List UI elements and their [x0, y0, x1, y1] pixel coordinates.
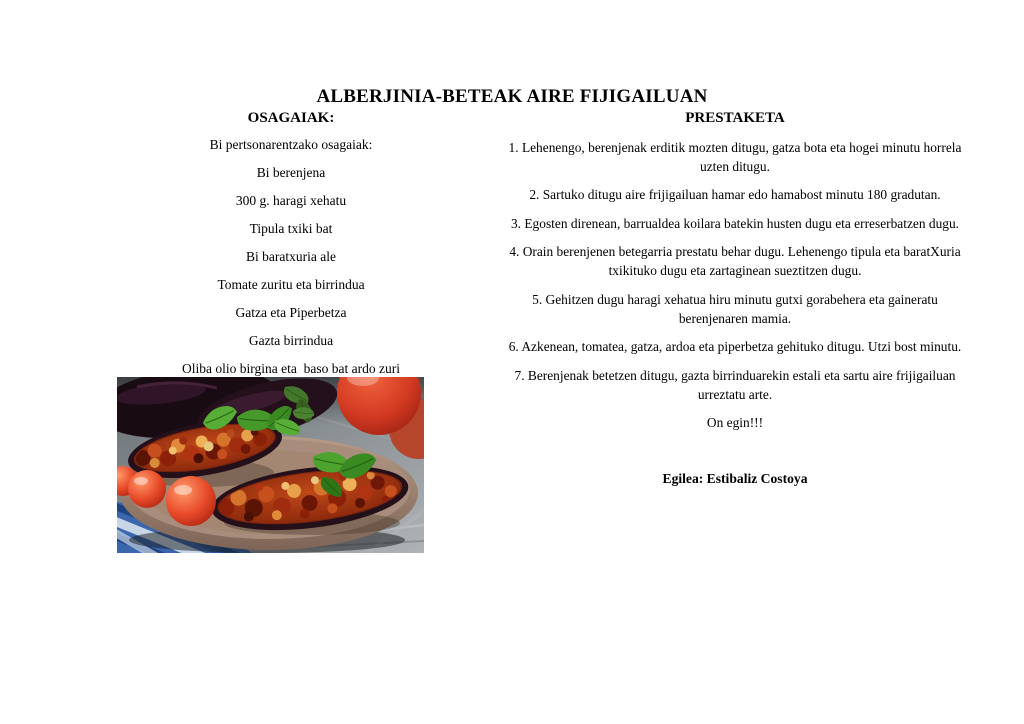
author-line: Egilea: Estibaliz Costoya	[662, 471, 808, 486]
preparation-step: 2. Sartuko ditugu aire frijigailuan hamar edo hamabost minutu 180 gradutan.	[529, 187, 941, 202]
preparation-column	[508, 109, 962, 502]
ingredient-item: Bi berenjena	[256, 165, 326, 180]
ingredient-item: Tomate zuritu eta birrindua	[217, 277, 365, 292]
preparation-step: 3. Egosten direnean, barrualdea koilara batekin husten dugu eta erreserbatzen dugu.	[510, 215, 960, 231]
preparation-step: 4. Orain berenjenen betegarria prestatu behar dugu. Lehenengo tipula eta baratXuria txikituko dugu eta zartaginean sueztitzen dugu.	[509, 244, 961, 278]
ingredient-item: Bi pertsonarentzako osagaiak:	[209, 137, 373, 152]
ingredients-header: OSAGAIAK:	[247, 110, 335, 126]
ingredient-item: Tipula txiki bat	[249, 221, 333, 236]
ingredient-item: Bi baratxuria ale	[246, 249, 336, 264]
page-title: ALBERJINIA-BETEAK AIRE FIJIGAILUAN	[316, 86, 708, 107]
preparation-step: 5. Gehitzen dugu haragi xehatua hiru minutu gutxi gorabehera eta gaineratu berenjenaren mamia.	[532, 291, 938, 326]
closing-line: On egin!!!	[706, 415, 764, 430]
ingredient-item: Gatza eta Piperbetza	[235, 305, 347, 320]
ingredients-list	[96, 131, 486, 383]
preparation-steps	[508, 138, 962, 404]
preparation-step: 7. Berenjenak betetzen ditugu, gazta birrinduarekin estali eta sartu aire frijigailuan urreztatu arte.	[514, 367, 956, 402]
recipe-photo	[117, 377, 424, 553]
preparation-header: PRESTAKETA	[685, 110, 785, 126]
preparation-step: 6. Azkenean, tomatea, gatza, ardoa eta piperbetza gehituko ditugu. Utzi bost minutu.	[508, 339, 962, 354]
ingredients-column	[96, 109, 486, 383]
ingredient-item: Gazta birrindua	[248, 333, 334, 348]
preparation-step: 1. Lehenengo, berenjenak erditik mozten ditugu, gatza bota eta hogei minutu horrela uzten ditugu.	[508, 139, 962, 174]
ingredient-item: 300 g. haragi xehatu	[235, 193, 347, 208]
ingredient-item: Oliba olio birgina eta baso bat ardo zuri	[182, 361, 400, 376]
